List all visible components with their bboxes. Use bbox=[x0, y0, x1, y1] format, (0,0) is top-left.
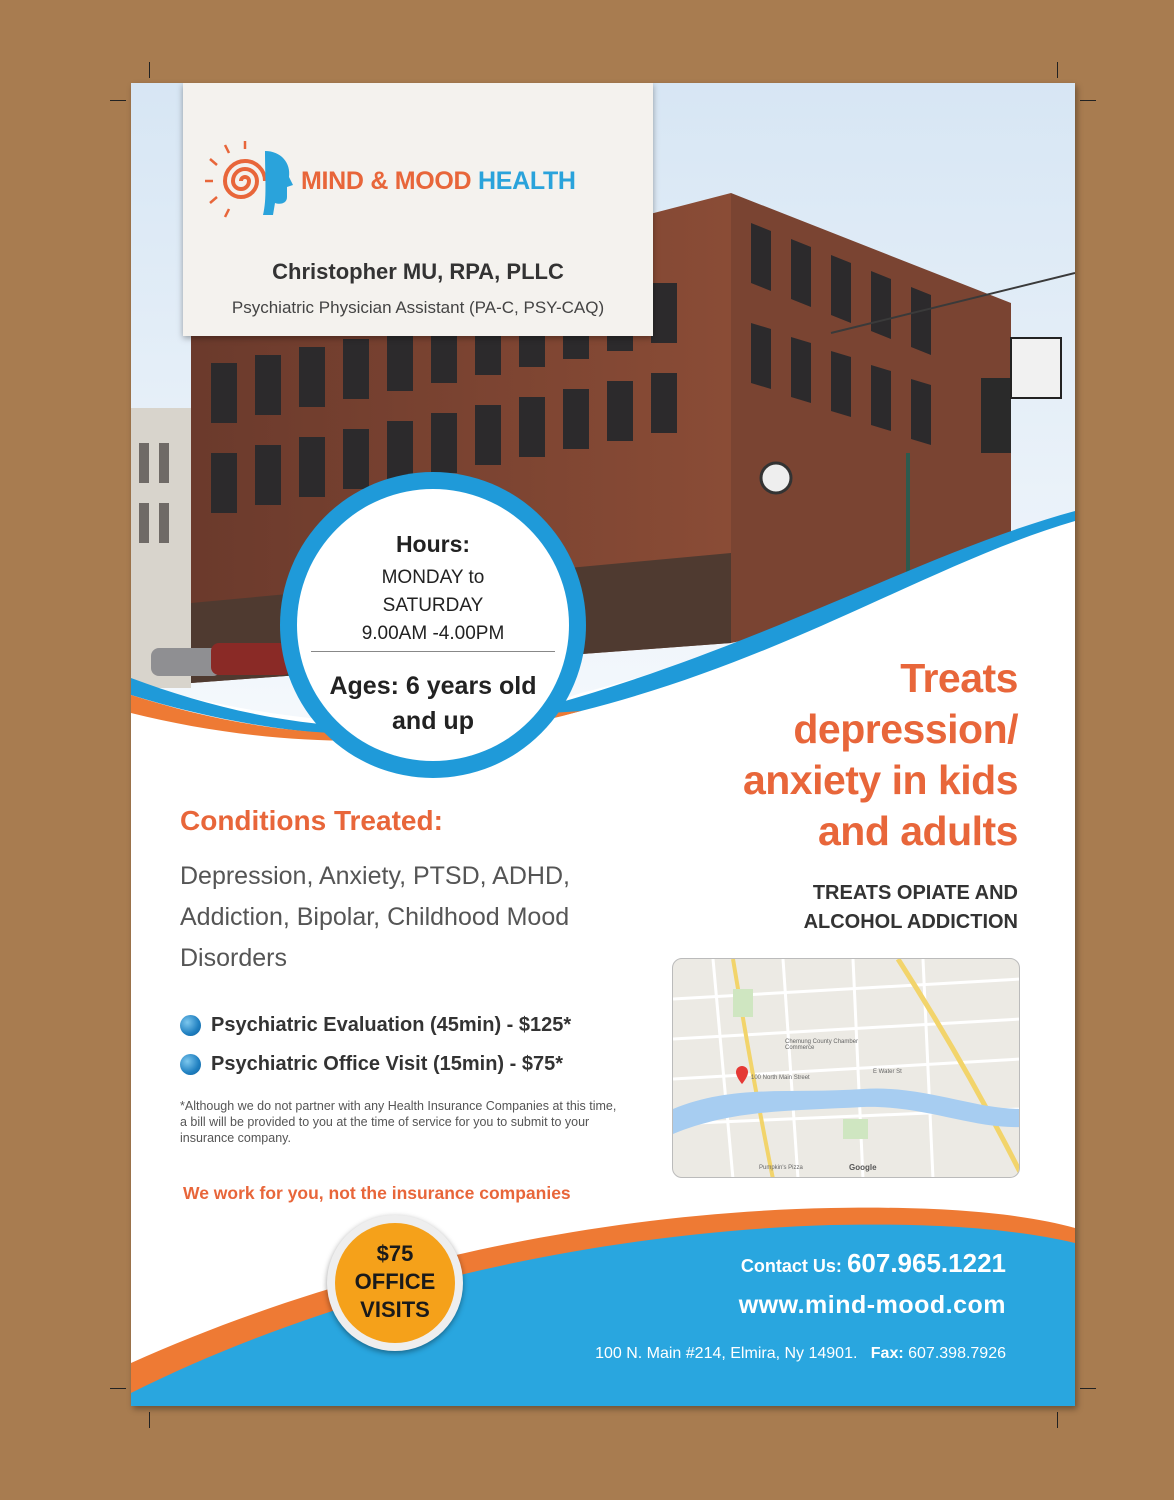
badge-line3: VISITS bbox=[360, 1297, 430, 1322]
addiction-treatment-line: TREATS OPIATE AND bbox=[812, 882, 1018, 904]
map-place-label: Chemung County Chamber Commerce bbox=[785, 1039, 859, 1051]
ages-info: Ages: 6 years old and up bbox=[329, 672, 537, 735]
badge-line2: OFFICE bbox=[354, 1269, 436, 1294]
contact-line bbox=[741, 1248, 1006, 1279]
address-line bbox=[595, 1345, 1006, 1363]
crop-mark bbox=[1057, 62, 1058, 78]
crop-mark bbox=[1057, 1412, 1058, 1428]
crop-mark bbox=[149, 1412, 150, 1428]
map-google-label: Google bbox=[849, 1163, 877, 1172]
crop-mark bbox=[1080, 100, 1096, 101]
brand-name-part1: MIND & MOOD bbox=[301, 166, 472, 195]
map-pin-label: 100 North Main Street bbox=[751, 1075, 810, 1081]
treats-headline-line: and adults bbox=[817, 808, 1018, 854]
conditions-title: Conditions Treated: bbox=[180, 805, 443, 836]
brand-name-part2: HEALTH bbox=[477, 166, 576, 195]
crop-mark bbox=[110, 100, 126, 101]
phone-number[interactable]: 607.965.1221 bbox=[846, 1248, 1006, 1278]
crop-mark bbox=[149, 62, 150, 78]
website-link[interactable]: www.mind-mood.com bbox=[738, 1291, 1006, 1319]
street-address: 100 N. Main #214, Elmira, Ny 14901. bbox=[595, 1345, 858, 1362]
map-street-label: E Water St bbox=[873, 1069, 902, 1075]
map-poi-label: Pumpkin's Pizza bbox=[759, 1165, 803, 1171]
flyer bbox=[131, 83, 1075, 1406]
insurance-disclaimer: *Although we do not partner with any Health Insurance Companies at this time, a bill will be provided to you at the time of service for you to submit to your insurance company. bbox=[180, 1099, 617, 1145]
pricing-label: Psychiatric Evaluation (45min) - $125* bbox=[211, 1014, 572, 1036]
badge-fill bbox=[335, 1223, 455, 1343]
contact-label: Contact Us: bbox=[740, 1256, 842, 1276]
provider-title: Psychiatric Physician Assistant (PA-C, PSY-CAQ) bbox=[231, 298, 605, 317]
fax-label: Fax: bbox=[870, 1345, 904, 1362]
tagline: We work for you, not the insurance companies bbox=[183, 1183, 571, 1203]
badge-price: $75 bbox=[376, 1241, 414, 1266]
crop-mark bbox=[110, 1388, 126, 1389]
hours-time: 9.00AM -4.00PM bbox=[361, 623, 505, 644]
crop-mark bbox=[1080, 1388, 1096, 1389]
office-visit-badge bbox=[327, 1215, 463, 1351]
hours-days-line1: MONDAY to bbox=[381, 567, 485, 588]
treats-headline-line: anxiety in kids bbox=[742, 757, 1018, 803]
treats-headline-line: Treats bbox=[900, 655, 1018, 701]
pricing-label: Psychiatric Office Visit (15min) - $75* bbox=[211, 1053, 564, 1075]
hours-days-line2: SATURDAY bbox=[382, 595, 484, 616]
treats-headline-line: depression/ bbox=[793, 706, 1018, 752]
conditions-list: Depression, Anxiety, PTSD, ADHD, Addiction, Bipolar, Childhood Mood Disorders bbox=[180, 862, 570, 972]
addiction-treatment-line: ALCOHOL ADDICTION bbox=[803, 911, 1018, 933]
hours-heading: Hours: bbox=[395, 531, 471, 557]
provider-name: Christopher MU, RPA, PLLC bbox=[272, 259, 564, 284]
fax-number: 607.398.7926 bbox=[908, 1345, 1006, 1362]
